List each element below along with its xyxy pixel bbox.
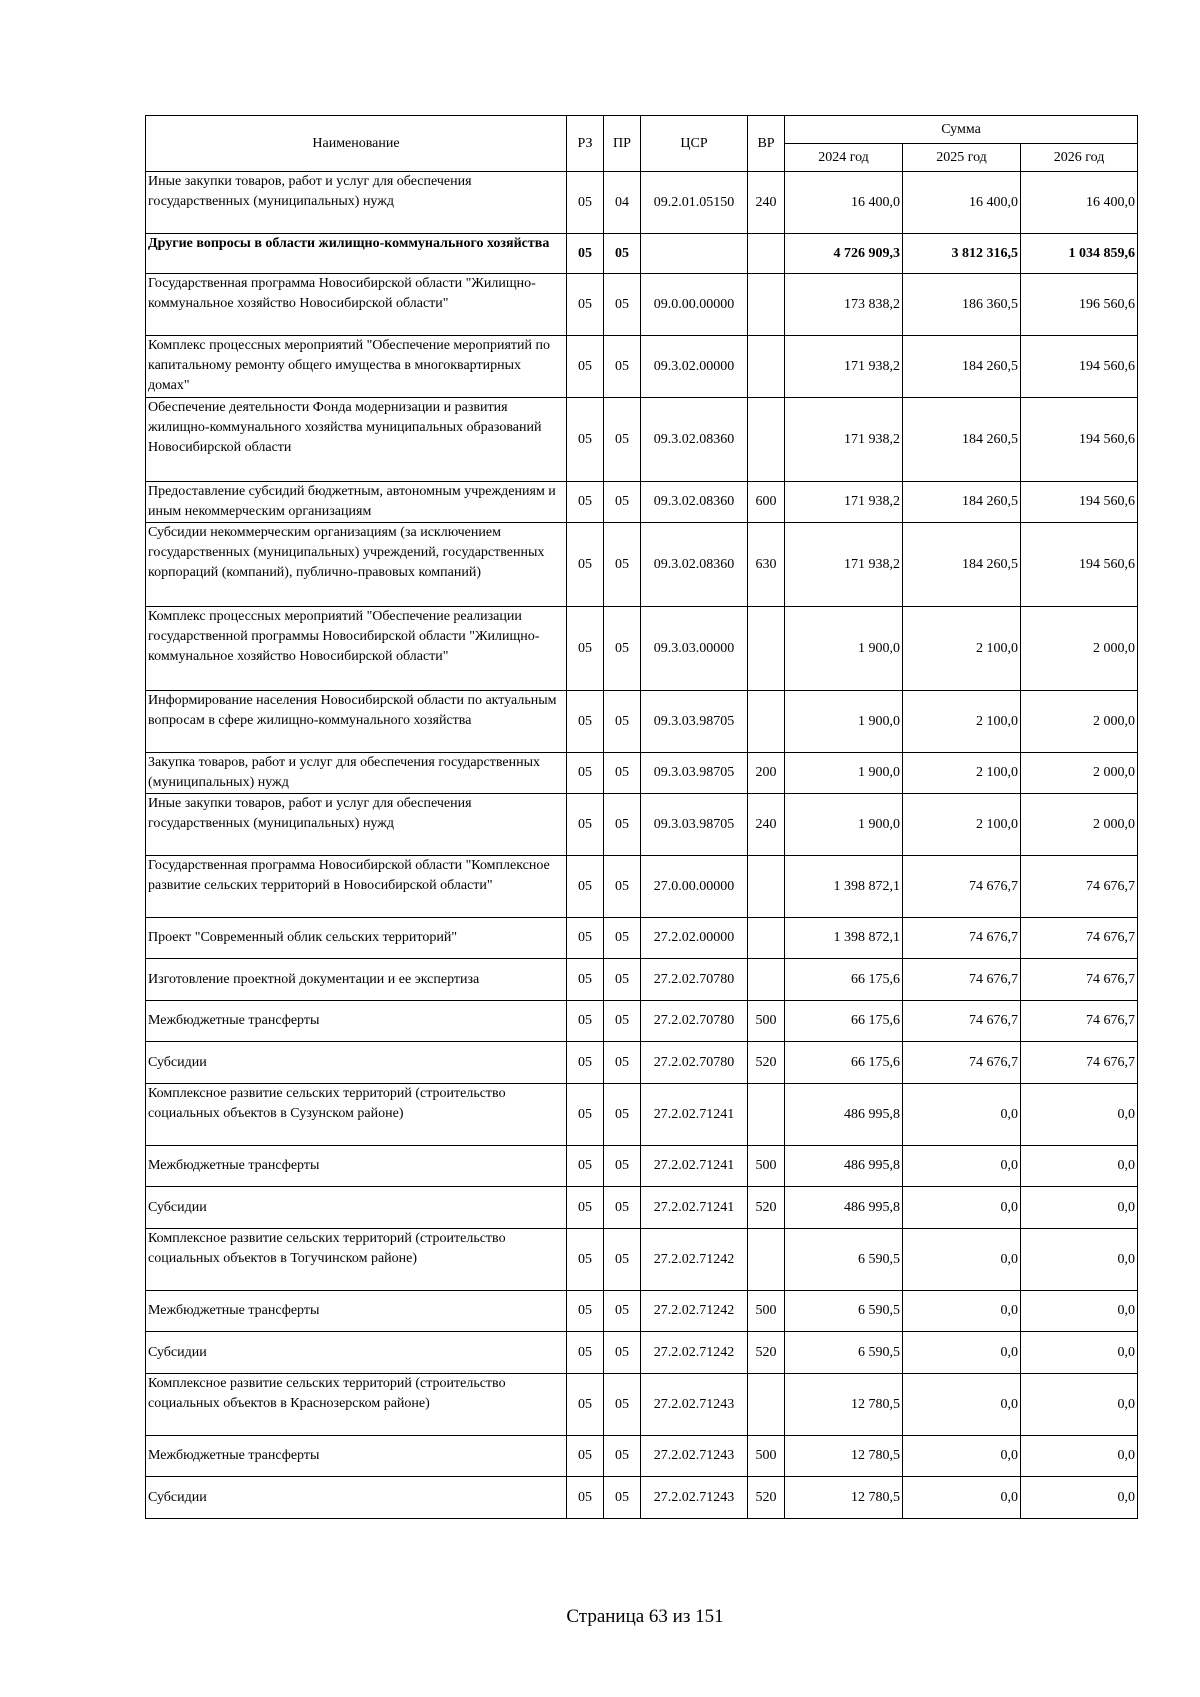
row-pr: 05 bbox=[604, 523, 641, 607]
header-year-2024: 2024 год bbox=[785, 144, 903, 172]
row-csr: 27.2.02.71241 bbox=[641, 1146, 748, 1187]
row-rz: 05 bbox=[567, 918, 604, 959]
row-rz: 05 bbox=[567, 1001, 604, 1042]
table-row bbox=[146, 1229, 1138, 1291]
header-rz: РЗ bbox=[567, 116, 604, 172]
row-vr: 240 bbox=[748, 794, 785, 856]
row-name: Субсидии bbox=[146, 1477, 567, 1519]
row-sum-2024: 1 398 872,1 bbox=[785, 918, 903, 959]
row-csr: 09.3.03.98705 bbox=[641, 753, 748, 794]
table-row bbox=[146, 398, 1138, 482]
row-pr: 04 bbox=[604, 172, 641, 234]
row-sum-2026: 194 560,6 bbox=[1021, 482, 1138, 523]
row-pr: 05 bbox=[604, 856, 641, 918]
table-row bbox=[146, 856, 1138, 918]
row-sum-2026: 2 000,0 bbox=[1021, 794, 1138, 856]
table-row bbox=[146, 1187, 1138, 1229]
row-sum-2024: 486 995,8 bbox=[785, 1146, 903, 1187]
row-rz: 05 bbox=[567, 856, 604, 918]
row-name: Субсидии bbox=[146, 1042, 567, 1084]
row-csr: 09.2.01.05150 bbox=[641, 172, 748, 234]
row-rz: 05 bbox=[567, 1187, 604, 1229]
row-vr bbox=[748, 918, 785, 959]
row-vr bbox=[748, 607, 785, 691]
table-body bbox=[146, 172, 1138, 1519]
row-pr: 05 bbox=[604, 794, 641, 856]
row-sum-2024: 12 780,5 bbox=[785, 1477, 903, 1519]
table-row bbox=[146, 1374, 1138, 1436]
row-csr: 27.2.02.71242 bbox=[641, 1229, 748, 1291]
row-name: Изготовление проектной документации и ее экспертиза bbox=[146, 959, 567, 1001]
row-rz: 05 bbox=[567, 1042, 604, 1084]
table-row bbox=[146, 482, 1138, 523]
row-vr: 500 bbox=[748, 1291, 785, 1332]
row-csr: 27.2.02.71241 bbox=[641, 1187, 748, 1229]
row-vr: 500 bbox=[748, 1001, 785, 1042]
row-vr: 630 bbox=[748, 523, 785, 607]
table-row bbox=[146, 336, 1138, 398]
row-sum-2024: 6 590,5 bbox=[785, 1291, 903, 1332]
row-vr: 520 bbox=[748, 1042, 785, 1084]
row-rz: 05 bbox=[567, 1374, 604, 1436]
row-sum-2026: 194 560,6 bbox=[1021, 398, 1138, 482]
row-rz: 05 bbox=[567, 1229, 604, 1291]
row-name: Государственная программа Новосибирской области "Жилищно-коммунальное хозяйство Новосибирской области" bbox=[146, 274, 567, 336]
row-sum-2025: 0,0 bbox=[903, 1229, 1021, 1291]
row-name: Иные закупки товаров, работ и услуг для обеспечения государственных (муниципальных) нужд bbox=[146, 172, 567, 234]
row-name: Межбюджетные трансферты bbox=[146, 1291, 567, 1332]
row-name: Проект "Современный облик сельских территорий" bbox=[146, 918, 567, 959]
row-sum-2024: 1 398 872,1 bbox=[785, 856, 903, 918]
row-rz: 05 bbox=[567, 794, 604, 856]
row-sum-2024: 171 938,2 bbox=[785, 336, 903, 398]
row-sum-2025: 2 100,0 bbox=[903, 607, 1021, 691]
row-sum-2026: 0,0 bbox=[1021, 1477, 1138, 1519]
table-row bbox=[146, 1001, 1138, 1042]
table-row bbox=[146, 172, 1138, 234]
row-sum-2026: 74 676,7 bbox=[1021, 918, 1138, 959]
row-pr: 05 bbox=[604, 1332, 641, 1374]
row-pr: 05 bbox=[604, 959, 641, 1001]
row-vr: 520 bbox=[748, 1477, 785, 1519]
row-csr: 27.2.02.70780 bbox=[641, 959, 748, 1001]
row-rz: 05 bbox=[567, 1146, 604, 1187]
row-pr: 05 bbox=[604, 1187, 641, 1229]
row-name: Субсидии некоммерческим организациям (за исключением государственных (муниципальных) учреждений, государственных корпораций (компаний), публично-правовых компаний) bbox=[146, 523, 567, 607]
row-sum-2024: 171 938,2 bbox=[785, 398, 903, 482]
row-sum-2025: 74 676,7 bbox=[903, 856, 1021, 918]
row-vr bbox=[748, 234, 785, 274]
row-sum-2025: 0,0 bbox=[903, 1332, 1021, 1374]
row-pr: 05 bbox=[604, 1374, 641, 1436]
row-sum-2025: 184 260,5 bbox=[903, 336, 1021, 398]
row-csr bbox=[641, 234, 748, 274]
row-csr: 27.2.02.71243 bbox=[641, 1477, 748, 1519]
row-vr bbox=[748, 691, 785, 753]
row-sum-2026: 196 560,6 bbox=[1021, 274, 1138, 336]
row-sum-2026: 0,0 bbox=[1021, 1229, 1138, 1291]
row-sum-2024: 171 938,2 bbox=[785, 482, 903, 523]
row-pr: 05 bbox=[604, 1291, 641, 1332]
row-rz: 05 bbox=[567, 234, 604, 274]
row-csr: 09.3.02.08360 bbox=[641, 482, 748, 523]
row-sum-2026: 2 000,0 bbox=[1021, 691, 1138, 753]
row-sum-2026: 0,0 bbox=[1021, 1291, 1138, 1332]
row-rz: 05 bbox=[567, 753, 604, 794]
table-row bbox=[146, 234, 1138, 274]
row-rz: 05 bbox=[567, 398, 604, 482]
row-pr: 05 bbox=[604, 1477, 641, 1519]
header-vr: ВР bbox=[748, 116, 785, 172]
row-pr: 05 bbox=[604, 274, 641, 336]
row-sum-2025: 2 100,0 bbox=[903, 753, 1021, 794]
row-sum-2025: 184 260,5 bbox=[903, 482, 1021, 523]
row-sum-2025: 3 812 316,5 bbox=[903, 234, 1021, 274]
row-csr: 27.2.02.70780 bbox=[641, 1001, 748, 1042]
row-name: Межбюджетные трансферты bbox=[146, 1146, 567, 1187]
header-sum: Сумма bbox=[785, 116, 1138, 144]
row-rz: 05 bbox=[567, 607, 604, 691]
row-sum-2024: 16 400,0 bbox=[785, 172, 903, 234]
row-sum-2026: 194 560,6 bbox=[1021, 336, 1138, 398]
row-name: Обеспечение деятельности Фонда модернизации и развития жилищно-коммунального хозяйства муниципальных образований Новосибирской области bbox=[146, 398, 567, 482]
table-row bbox=[146, 918, 1138, 959]
row-sum-2025: 74 676,7 bbox=[903, 959, 1021, 1001]
row-rz: 05 bbox=[567, 482, 604, 523]
row-vr: 240 bbox=[748, 172, 785, 234]
row-rz: 05 bbox=[567, 1332, 604, 1374]
table-row bbox=[146, 1436, 1138, 1477]
table-header bbox=[146, 116, 1138, 172]
row-vr: 600 bbox=[748, 482, 785, 523]
row-sum-2026: 16 400,0 bbox=[1021, 172, 1138, 234]
table-row bbox=[146, 274, 1138, 336]
row-sum-2026: 0,0 bbox=[1021, 1084, 1138, 1146]
table-row bbox=[146, 523, 1138, 607]
row-sum-2025: 74 676,7 bbox=[903, 918, 1021, 959]
row-sum-2026: 2 000,0 bbox=[1021, 753, 1138, 794]
row-name: Комплексное развитие сельских территорий (строительство социальных объектов в Сузунском районе) bbox=[146, 1084, 567, 1146]
row-name: Субсидии bbox=[146, 1332, 567, 1374]
row-sum-2025: 0,0 bbox=[903, 1477, 1021, 1519]
row-csr: 27.2.02.00000 bbox=[641, 918, 748, 959]
row-sum-2026: 2 000,0 bbox=[1021, 607, 1138, 691]
header-year-2025: 2025 год bbox=[903, 144, 1021, 172]
row-csr: 09.0.00.00000 bbox=[641, 274, 748, 336]
row-sum-2026: 0,0 bbox=[1021, 1146, 1138, 1187]
row-vr: 520 bbox=[748, 1332, 785, 1374]
row-sum-2024: 1 900,0 bbox=[785, 691, 903, 753]
row-csr: 27.2.02.71242 bbox=[641, 1332, 748, 1374]
row-name: Комплексное развитие сельских территорий (строительство социальных объектов в Краснозерском районе) bbox=[146, 1374, 567, 1436]
row-pr: 05 bbox=[604, 918, 641, 959]
row-sum-2026: 74 676,7 bbox=[1021, 856, 1138, 918]
row-csr: 09.3.02.08360 bbox=[641, 398, 748, 482]
table-row bbox=[146, 1291, 1138, 1332]
row-sum-2024: 66 175,6 bbox=[785, 1001, 903, 1042]
row-sum-2024: 66 175,6 bbox=[785, 959, 903, 1001]
row-name: Комплексное развитие сельских территорий (строительство социальных объектов в Тогучинском районе) bbox=[146, 1229, 567, 1291]
row-pr: 05 bbox=[604, 1229, 641, 1291]
row-rz: 05 bbox=[567, 1477, 604, 1519]
row-sum-2024: 171 938,2 bbox=[785, 523, 903, 607]
row-csr: 09.3.03.98705 bbox=[641, 794, 748, 856]
row-sum-2026: 1 034 859,6 bbox=[1021, 234, 1138, 274]
row-csr: 27.2.02.71243 bbox=[641, 1436, 748, 1477]
row-name: Информирование населения Новосибирской области по актуальным вопросам в сфере жилищно-коммунального хозяйства bbox=[146, 691, 567, 753]
row-rz: 05 bbox=[567, 336, 604, 398]
row-sum-2024: 486 995,8 bbox=[785, 1187, 903, 1229]
row-vr bbox=[748, 336, 785, 398]
row-rz: 05 bbox=[567, 1291, 604, 1332]
row-pr: 05 bbox=[604, 1084, 641, 1146]
row-csr: 27.2.02.71242 bbox=[641, 1291, 748, 1332]
row-vr: 520 bbox=[748, 1187, 785, 1229]
header-year-2026: 2026 год bbox=[1021, 144, 1138, 172]
row-rz: 05 bbox=[567, 1084, 604, 1146]
table-row bbox=[146, 1477, 1138, 1519]
row-name: Иные закупки товаров, работ и услуг для обеспечения государственных (муниципальных) нужд bbox=[146, 794, 567, 856]
row-vr bbox=[748, 959, 785, 1001]
row-sum-2025: 0,0 bbox=[903, 1146, 1021, 1187]
row-sum-2025: 74 676,7 bbox=[903, 1042, 1021, 1084]
row-sum-2024: 4 726 909,3 bbox=[785, 234, 903, 274]
row-vr bbox=[748, 1374, 785, 1436]
table-row bbox=[146, 794, 1138, 856]
row-sum-2024: 1 900,0 bbox=[785, 794, 903, 856]
row-sum-2025: 0,0 bbox=[903, 1374, 1021, 1436]
row-sum-2025: 186 360,5 bbox=[903, 274, 1021, 336]
row-vr bbox=[748, 1229, 785, 1291]
row-sum-2024: 486 995,8 bbox=[785, 1084, 903, 1146]
row-rz: 05 bbox=[567, 274, 604, 336]
row-vr bbox=[748, 398, 785, 482]
row-sum-2024: 1 900,0 bbox=[785, 607, 903, 691]
row-sum-2026: 74 676,7 bbox=[1021, 959, 1138, 1001]
row-name: Комплекс процессных мероприятий "Обеспечение реализации государственной программы Новосибирской области "Жилищно-коммунальное хозяйство Новосибирской области" bbox=[146, 607, 567, 691]
row-pr: 05 bbox=[604, 691, 641, 753]
row-sum-2024: 173 838,2 bbox=[785, 274, 903, 336]
row-pr: 05 bbox=[604, 607, 641, 691]
row-sum-2025: 2 100,0 bbox=[903, 794, 1021, 856]
row-name: Субсидии bbox=[146, 1187, 567, 1229]
row-name: Государственная программа Новосибирской области "Комплексное развитие сельских территорий в Новосибирской области" bbox=[146, 856, 567, 918]
row-csr: 27.2.02.71243 bbox=[641, 1374, 748, 1436]
row-vr bbox=[748, 274, 785, 336]
header-csr: ЦСР bbox=[641, 116, 748, 172]
row-sum-2026: 0,0 bbox=[1021, 1187, 1138, 1229]
row-pr: 05 bbox=[604, 482, 641, 523]
row-pr: 05 bbox=[604, 1001, 641, 1042]
budget-table bbox=[145, 115, 1138, 1519]
row-name: Межбюджетные трансферты bbox=[146, 1436, 567, 1477]
row-sum-2025: 0,0 bbox=[903, 1187, 1021, 1229]
row-vr: 500 bbox=[748, 1146, 785, 1187]
row-csr: 27.2.02.71241 bbox=[641, 1084, 748, 1146]
row-sum-2026: 74 676,7 bbox=[1021, 1001, 1138, 1042]
row-rz: 05 bbox=[567, 523, 604, 607]
row-sum-2025: 2 100,0 bbox=[903, 691, 1021, 753]
row-sum-2024: 12 780,5 bbox=[785, 1374, 903, 1436]
row-sum-2024: 6 590,5 bbox=[785, 1332, 903, 1374]
row-rz: 05 bbox=[567, 1436, 604, 1477]
row-sum-2025: 0,0 bbox=[903, 1436, 1021, 1477]
row-sum-2025: 0,0 bbox=[903, 1084, 1021, 1146]
row-sum-2025: 184 260,5 bbox=[903, 398, 1021, 482]
table-row bbox=[146, 1146, 1138, 1187]
row-csr: 09.3.03.00000 bbox=[641, 607, 748, 691]
header-pr: ПР bbox=[604, 116, 641, 172]
table-row bbox=[146, 959, 1138, 1001]
table-row bbox=[146, 607, 1138, 691]
row-vr bbox=[748, 1084, 785, 1146]
row-csr: 09.3.02.00000 bbox=[641, 336, 748, 398]
row-name: Межбюджетные трансферты bbox=[146, 1001, 567, 1042]
row-vr: 500 bbox=[748, 1436, 785, 1477]
row-sum-2026: 74 676,7 bbox=[1021, 1042, 1138, 1084]
row-pr: 05 bbox=[604, 753, 641, 794]
row-sum-2025: 74 676,7 bbox=[903, 1001, 1021, 1042]
row-pr: 05 bbox=[604, 1042, 641, 1084]
row-pr: 05 bbox=[604, 234, 641, 274]
row-name: Комплекс процессных мероприятий "Обеспечение мероприятий по капитальному ремонту общего имущества в многоквартирных домах" bbox=[146, 336, 567, 398]
table-row bbox=[146, 1332, 1138, 1374]
row-pr: 05 bbox=[604, 398, 641, 482]
row-name: Закупка товаров, работ и услуг для обеспечения государственных (муниципальных) нужд bbox=[146, 753, 567, 794]
row-vr: 200 bbox=[748, 753, 785, 794]
row-csr: 09.3.03.98705 bbox=[641, 691, 748, 753]
row-pr: 05 bbox=[604, 336, 641, 398]
row-sum-2024: 12 780,5 bbox=[785, 1436, 903, 1477]
row-pr: 05 bbox=[604, 1146, 641, 1187]
table-row bbox=[146, 1042, 1138, 1084]
table-row bbox=[146, 753, 1138, 794]
row-name: Предоставление субсидий бюджетным, автономным учреждениям и иным некоммерческим организациям bbox=[146, 482, 567, 523]
page-number: Страница 63 из 151 bbox=[566, 1606, 724, 1627]
row-vr bbox=[748, 856, 785, 918]
row-sum-2024: 66 175,6 bbox=[785, 1042, 903, 1084]
row-csr: 09.3.02.08360 bbox=[641, 523, 748, 607]
row-sum-2026: 0,0 bbox=[1021, 1332, 1138, 1374]
row-csr: 27.0.00.00000 bbox=[641, 856, 748, 918]
row-rz: 05 bbox=[567, 172, 604, 234]
row-rz: 05 bbox=[567, 691, 604, 753]
row-sum-2025: 0,0 bbox=[903, 1291, 1021, 1332]
row-pr: 05 bbox=[604, 1436, 641, 1477]
row-rz: 05 bbox=[567, 959, 604, 1001]
row-sum-2026: 0,0 bbox=[1021, 1436, 1138, 1477]
table-row bbox=[146, 1084, 1138, 1146]
row-sum-2024: 1 900,0 bbox=[785, 753, 903, 794]
row-csr: 27.2.02.70780 bbox=[641, 1042, 748, 1084]
row-sum-2025: 184 260,5 bbox=[903, 523, 1021, 607]
header-name: Наименование bbox=[146, 116, 567, 172]
row-name: Другие вопросы в области жилищно-коммунального хозяйства bbox=[146, 234, 567, 274]
table-row bbox=[146, 691, 1138, 753]
row-sum-2026: 0,0 bbox=[1021, 1374, 1138, 1436]
row-sum-2026: 194 560,6 bbox=[1021, 523, 1138, 607]
row-sum-2024: 6 590,5 bbox=[785, 1229, 903, 1291]
row-sum-2025: 16 400,0 bbox=[903, 172, 1021, 234]
